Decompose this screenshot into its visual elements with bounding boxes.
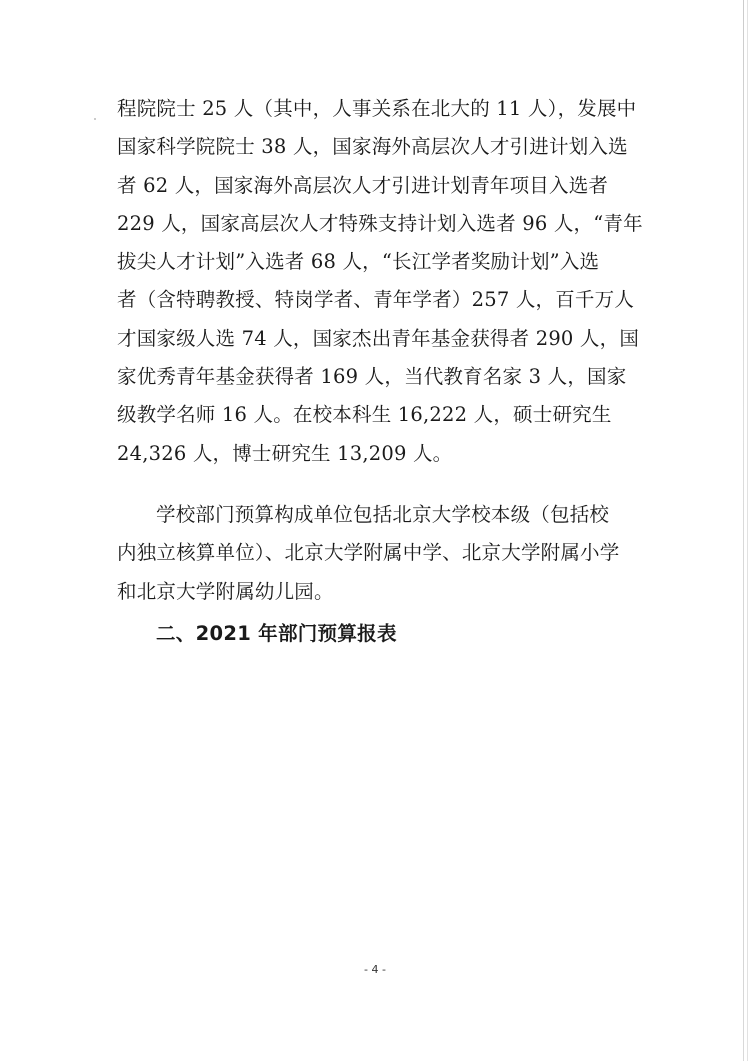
text-line: 才国家级人选 74 人，国家杰出青年基金获得者 290 人，国 <box>117 326 640 350</box>
text-line: 者（含特聘教授、特岗学者、青年学者）257 人，百千万人 <box>117 288 635 312</box>
scan-edge-line <box>747 0 748 1061</box>
text-line: 程院院士 25 人（其中，人事关系在北大的 11 人），发展中 <box>117 97 637 120</box>
text-line: 24,326 人，博士研究生 13,209 人。 <box>117 441 453 465</box>
text-line: 家优秀青年基金获得者 169 人，当代教育名家 3 人，国家 <box>117 365 627 389</box>
text-line: 者 62 人，国家海外高层次人才引进计划青年项目入选者 <box>117 173 609 197</box>
text-line: 学校部门预算构成单位包括北京大学校本级（包括校 <box>156 503 610 526</box>
paragraph-budget-units <box>117 496 637 611</box>
text-line: 内独立核算单位）、北京大学附属中学、北京大学附属小学 <box>117 541 620 565</box>
text-line: 229 人，国家高层次人才特殊支持计划入选者 96 人，“青年 <box>117 211 643 235</box>
text-line: 级教学名师 16 人。在校本科生 16,222 人，硕士研究生 <box>117 403 612 427</box>
text-line: 拔尖人才计划”入选者 68 人，“长江学者奖励计划”入选 <box>117 250 600 274</box>
section-heading: 二、2021 年部门预算报表 <box>156 622 397 645</box>
page-number: - 4 - <box>364 963 386 976</box>
text-line: 国家科学院院士 38 人，国家海外高层次人才引进计划入选 <box>117 135 628 159</box>
paragraph-statistics <box>117 90 643 473</box>
text-line: 和北京大学附属幼儿园。 <box>117 579 334 603</box>
scan-speck <box>94 118 96 120</box>
scan-edge-line <box>743 0 744 1061</box>
